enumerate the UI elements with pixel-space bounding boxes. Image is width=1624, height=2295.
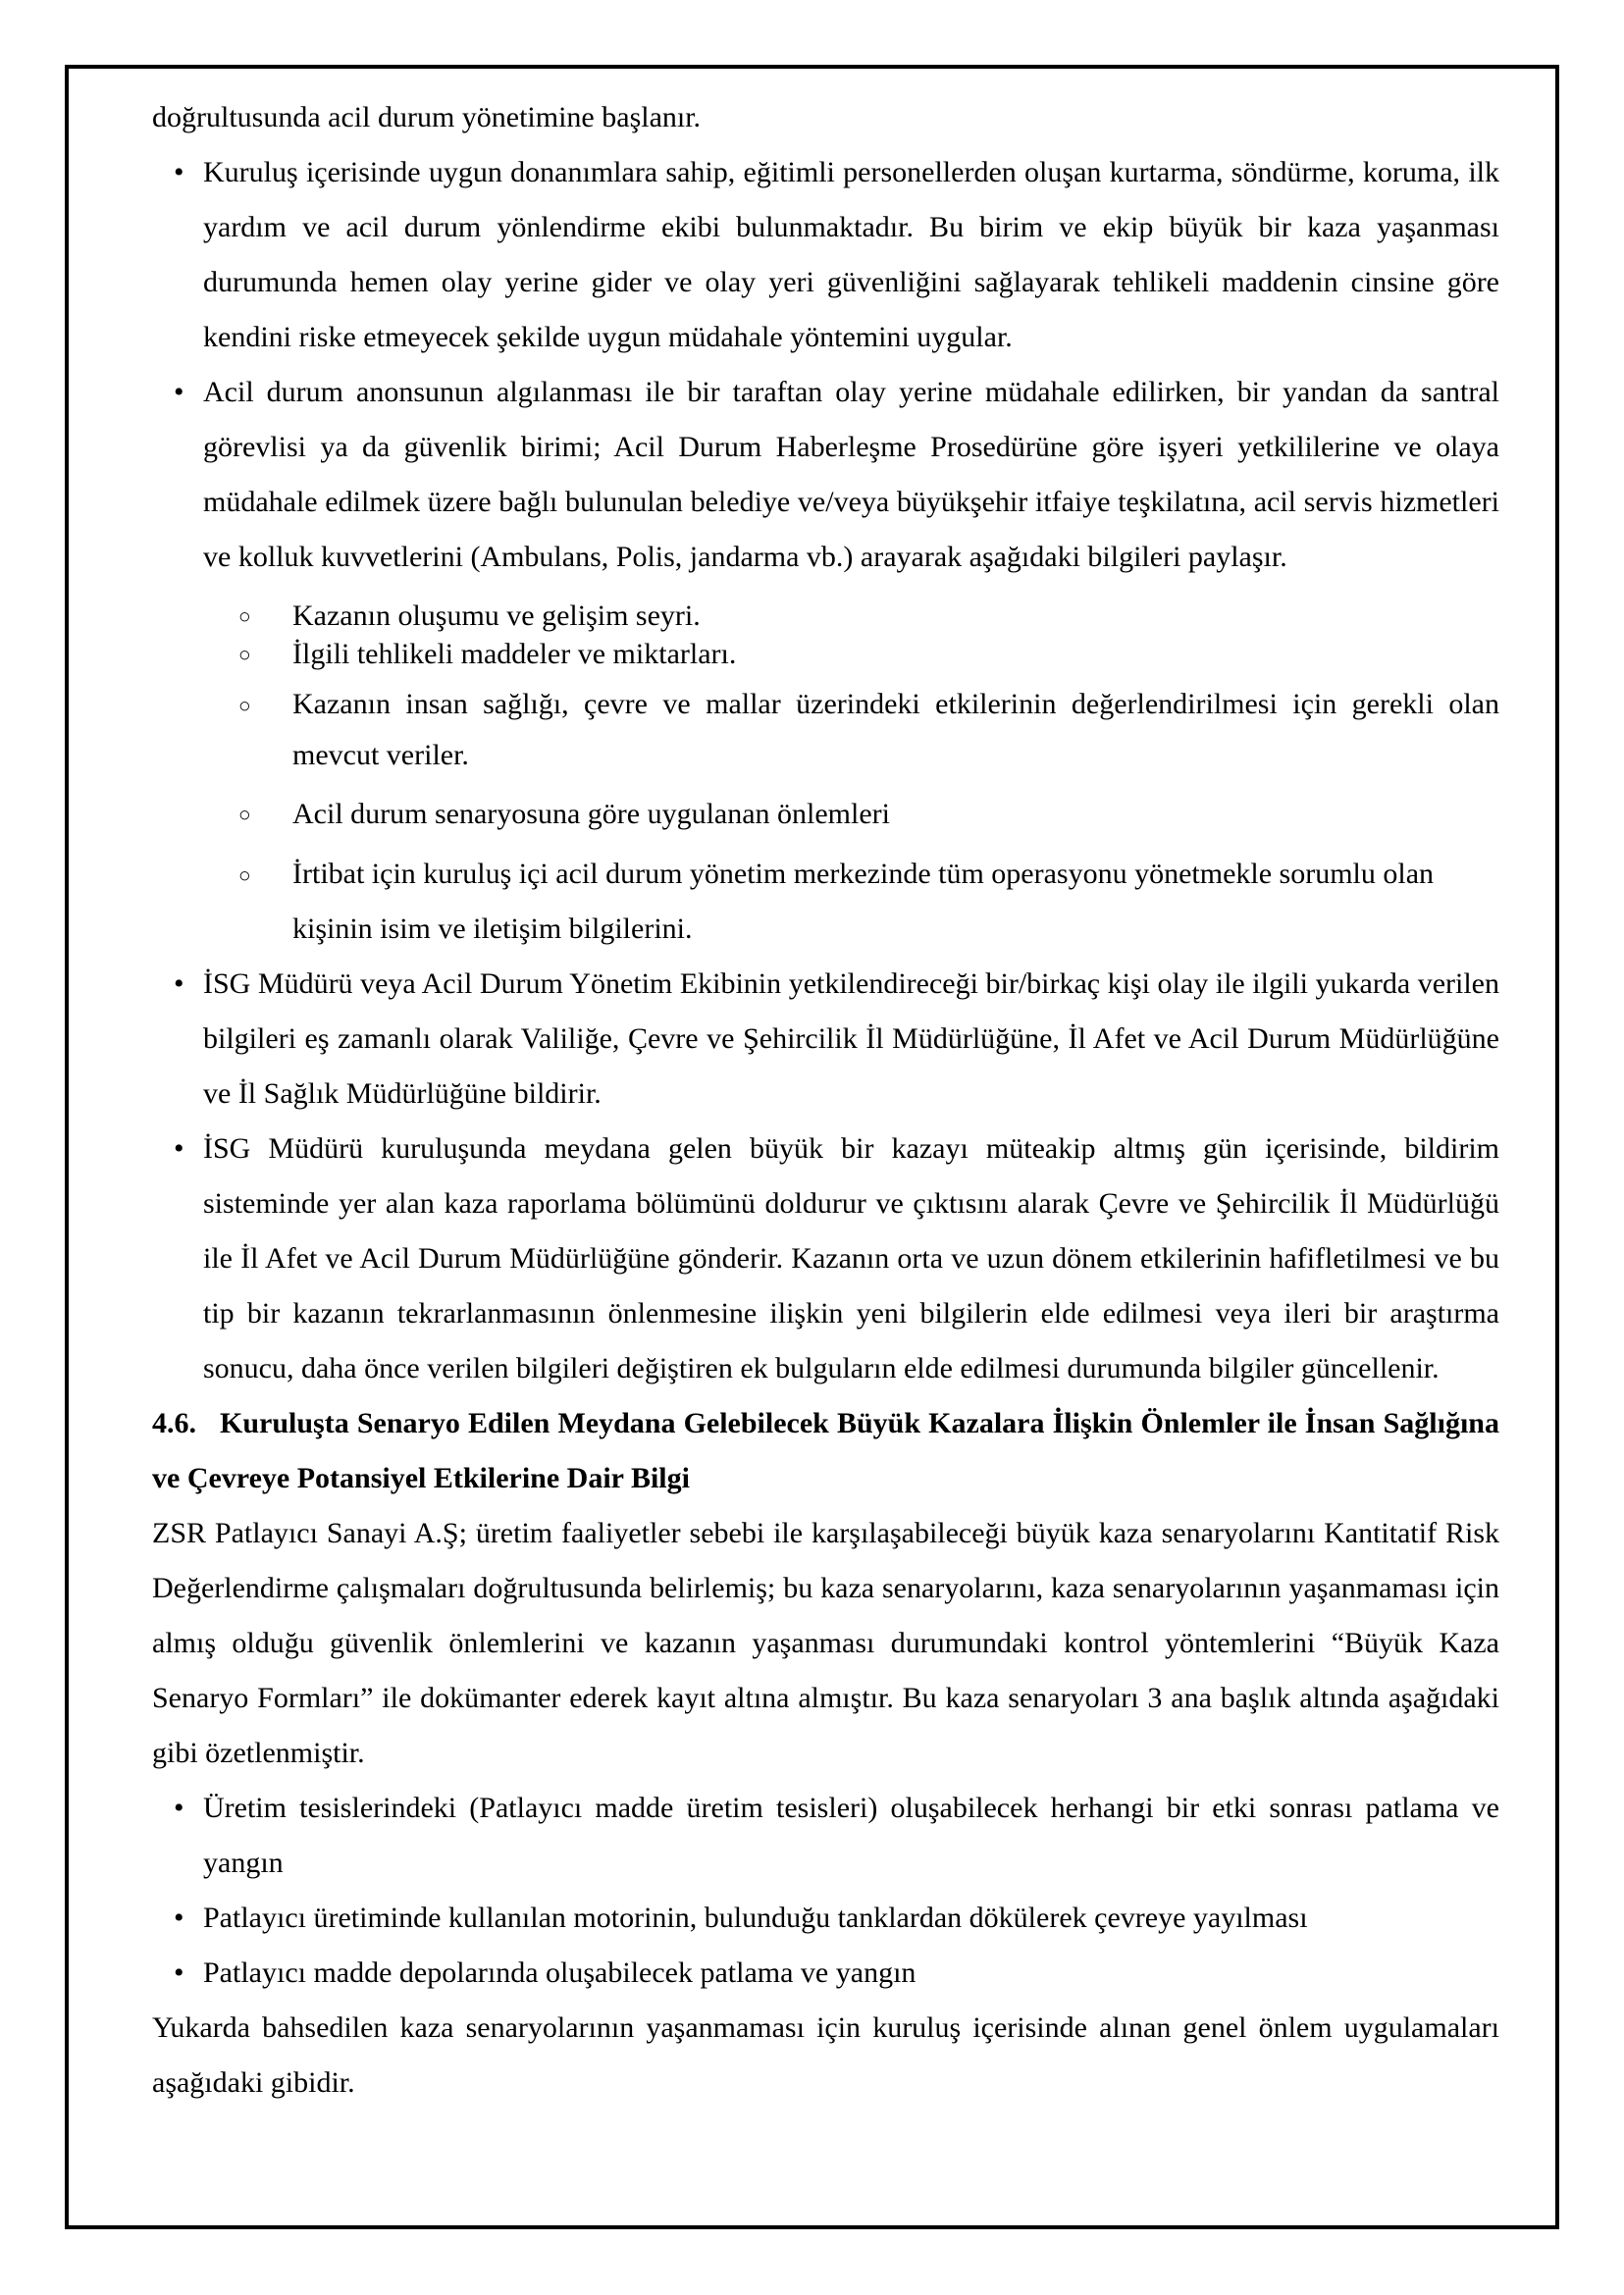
list-item xyxy=(152,957,1499,1121)
body-paragraph: ZSR Patlayıcı Sanayi A.Ş; üretim faaliyetler sebebi ile karşılaşabileceği büyük kaza senaryolarını Kantitatif Risk Değerlendirme çalışmaları doğrultusunda belirlemiş; bu kaza senaryolarını, kaza senaryolarının yaşanmaması için almış olduğu güvenlik önlemlerini ve kazanın yaşanması durumundaki kontrol yöntemlerini “Büyük Kaza Senaryo Formları” ile dokümanter ederek kayıt altına almıştır. Bu kaza senaryoları 3 ana başlık altında aşağıdaki gibi özetlenmiştir. xyxy=(152,1517,1499,1769)
sub-list-item-text: Kazanın insan sağlığı, çevre ve mallar üzerindeki etkilerinin değerlendirilmesi için gerekli olan mevcut veriler. xyxy=(292,688,1499,771)
section-heading xyxy=(152,1396,1499,1506)
bullet-list-a xyxy=(152,145,1499,585)
circle-bullet-icon: ○ xyxy=(238,604,251,628)
circle-bullet-icon: ○ xyxy=(238,643,251,666)
bullet-list-c xyxy=(152,1781,1499,2001)
sub-list-item xyxy=(152,847,1499,957)
list-item-text: İSG Müdürü veya Acil Durum Yönetim Ekibinin yetkilendireceği bir/birkaç kişi olay ile ilgili yukarda verilen bilgileri eş zamanlı olarak Valiliğe, Çevre ve Şehircilik İl Müdürlüğüne, İl Afet ve Acil Durum Müdürlüğüne ve İl Sağlık Müdürlüğüne bildirir. xyxy=(203,967,1499,1110)
bullet-icon: • xyxy=(174,1956,184,1989)
document-content xyxy=(69,69,1555,2111)
circle-bullet-icon: ○ xyxy=(238,863,251,887)
bullet-icon: • xyxy=(174,1792,184,1824)
sub-list-item xyxy=(152,597,1499,635)
list-item xyxy=(152,145,1499,365)
closing-paragraph: Yukarda bahsedilen kaza senaryolarının yaşanmaması için kuruluş içerisinde alınan genel önlem uygulamaları aşağıdaki gibidir. xyxy=(152,2011,1499,2099)
sub-list-item-text: Acil durum senaryosuna göre uygulanan önlemleri xyxy=(292,798,890,830)
sub-list-item xyxy=(152,635,1499,673)
bullet-icon: • xyxy=(174,1132,184,1165)
list-item xyxy=(152,1891,1499,1946)
bullet-icon: • xyxy=(174,967,184,1000)
bullet-icon: • xyxy=(174,376,184,408)
list-item xyxy=(152,1781,1499,1891)
bullet-list-b xyxy=(152,957,1499,1396)
list-item-text: Kuruluş içerisinde uygun donanımlara sahip, eğitimli personellerden oluşan kurtarma, söndürme, koruma, ilk yardım ve acil durum yönlendirme ekibi bulunmaktadır. Bu birim ve ekip büyük bir kaza yaşanması durumunda hemen olay yerine gider ve olay yeri güvenliğini sağlayarak tehlikeli maddenin cinsine göre kendini riske etmeyecek şekilde uygun müdahale yöntemini uygular. xyxy=(203,156,1499,353)
circle-bullet-icon: ○ xyxy=(238,803,251,826)
list-item xyxy=(152,1121,1499,1396)
circle-bullet-icon: ○ xyxy=(238,694,251,717)
list-item xyxy=(152,1946,1499,2001)
sub-list-item xyxy=(152,795,1499,833)
list-item xyxy=(152,365,1499,585)
list-item-text: Üretim tesislerindeki (Patlayıcı madde üretim tesisleri) oluşabilecek herhangi bir etki sonrası patlama ve yangın xyxy=(203,1792,1499,1879)
bullet-icon: • xyxy=(174,156,184,188)
sub-list-item xyxy=(152,679,1499,781)
intro-paragraph: doğrultusunda acil durum yönetimine başlanır. xyxy=(152,101,702,133)
page-frame xyxy=(65,65,1559,2229)
bullet-icon: • xyxy=(174,1902,184,1934)
sub-list-item-text: İlgili tehlikeli maddeler ve miktarları. xyxy=(292,638,737,670)
section-number: 4.6. xyxy=(152,1407,196,1439)
list-item-text: Acil durum anonsunun algılanması ile bir taraftan olay yerine müdahale edilirken, bir yandan da santral görevlisi ya da güvenlik birimi; Acil Durum Haberleşme Prosedürüne göre işyeri yetkililerine ve olaya müdahale edilmek üzere bağlı bulunulan belediye ve/veya büyükşehir itfaiye teşkilatına, acil servis hizmetleri ve kolluk kuvvetlerini (Ambulans, Polis, jandarma vb.) arayarak aşağıdaki bilgileri paylaşır. xyxy=(203,376,1499,573)
section-title: Kuruluşta Senaryo Edilen Meydana Gelebilecek Büyük Kazalara İlişkin Önlemler ile İnsan Sağlığına ve Çevreye Potansiyel Etkilerine Dair Bilgi xyxy=(152,1407,1499,1494)
list-item-text: Patlayıcı üretiminde kullanılan motorinin, bulunduğu tanklardan dökülerek çevreye yayılması xyxy=(203,1902,1308,1934)
sub-list-item-text: Kazanın oluşumu ve gelişim seyri. xyxy=(292,600,701,632)
list-item-text: Patlayıcı madde depolarında oluşabilecek patlama ve yangın xyxy=(203,1956,917,1989)
list-item-text: İSG Müdürü kuruluşunda meydana gelen büyük bir kazayı müteakip altmış gün içerisinde, bildirim sisteminde yer alan kaza raporlama bölümünü doldurur ve çıktısını alarak Çevre ve Şehircilik İl Müdürlüğü ile İl Afet ve Acil Durum Müdürlüğüne gönderir. Kazanın orta ve uzun dönem etkilerinin hafifletilmesi ve bu tip bir kazanın tekrarlanmasının önlenmesine ilişkin yeni bilgilerin elde edilmesi veya ileri bir araştırma sonucu, daha önce verilen bilgileri değiştiren ek bulguların elde edilmesi durumunda bilgiler güncellenir. xyxy=(203,1132,1499,1384)
sub-bullet-list xyxy=(152,597,1499,957)
sub-list-item-text: İrtibat için kuruluş içi acil durum yönetim merkezinde tüm operasyonu yönetmekle sorumlu olan kişinin isim ve iletişim bilgilerini. xyxy=(292,858,1435,945)
